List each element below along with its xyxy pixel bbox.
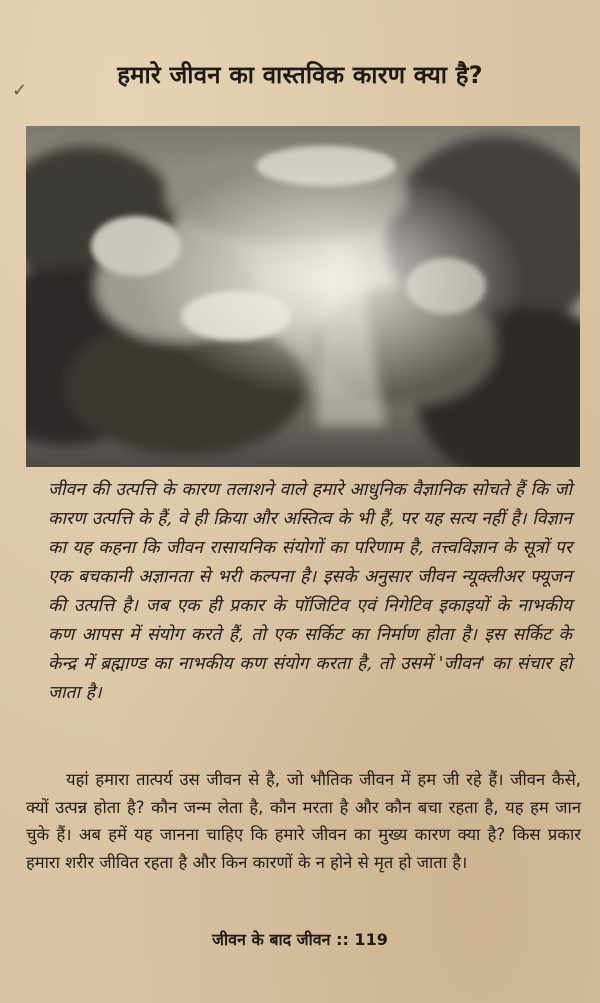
- body-text: [26, 766, 581, 876]
- body-paragraph: यहां हमारा तात्पर्य उस जीवन से है, जो भौतिक जीवन में हम जी रहे हैं। जीवन कैसे, क्यों उत्पन्न होता है? कौन जन्म लेता है, कौन मरता है और कौन बचा रहता है, यह हम जान चुके हैं। अब हमें यह जानना चाहिए कि हमारे जीवन का मुख्य कारण क्या है? किस प्रकार हमारा शरीर जीवित रहता है और किन कारणों के न होने से मृत हो जाता है।: [26, 770, 581, 872]
- pencil-mark-icon: ✓: [12, 80, 28, 101]
- page-title: हमारे जीवन का वास्तविक कारण क्या है?: [117, 61, 483, 89]
- cloud-photo-graphic: [26, 126, 580, 467]
- photo-caption: जीवन की उत्पत्ति के कारण तलाशने वाले हमारे आधुनिक वैज्ञानिक सोचते हैं कि जो कारण उत्पत्ति के हैं, वे ही क्रिया और अस्तित्व के भी हैं, पर यह सत्य नहीं है। विज्ञान का यह कहना कि जीवन रासायनिक संयोगों का परिणाम है, तत्त्वविज्ञान के सूत्रों पर एक बचकानी अज्ञानता से भरी कल्पना है। इसके अनुसार जीवन न्यूक्लीअर फ्यूजन की उत्पत्ति है। जब एक ही प्रकार के पॉजिटिव एवं निगेटिव इकाइयों के नाभकीय कण आपस में संयोग करते हैं, तो एक सर्किट का निर्माण होता है। इस सर्किट के केन्द्र में ब्रह्माण्ड का नाभकीय कण संयोग करता है, तो उसमें 'जीवन' का संचार हो जाता है।: [48, 480, 572, 703]
- cloud-photo: [26, 126, 580, 467]
- page-footer: जीवन के बाद जीवन :: 119: [212, 930, 388, 949]
